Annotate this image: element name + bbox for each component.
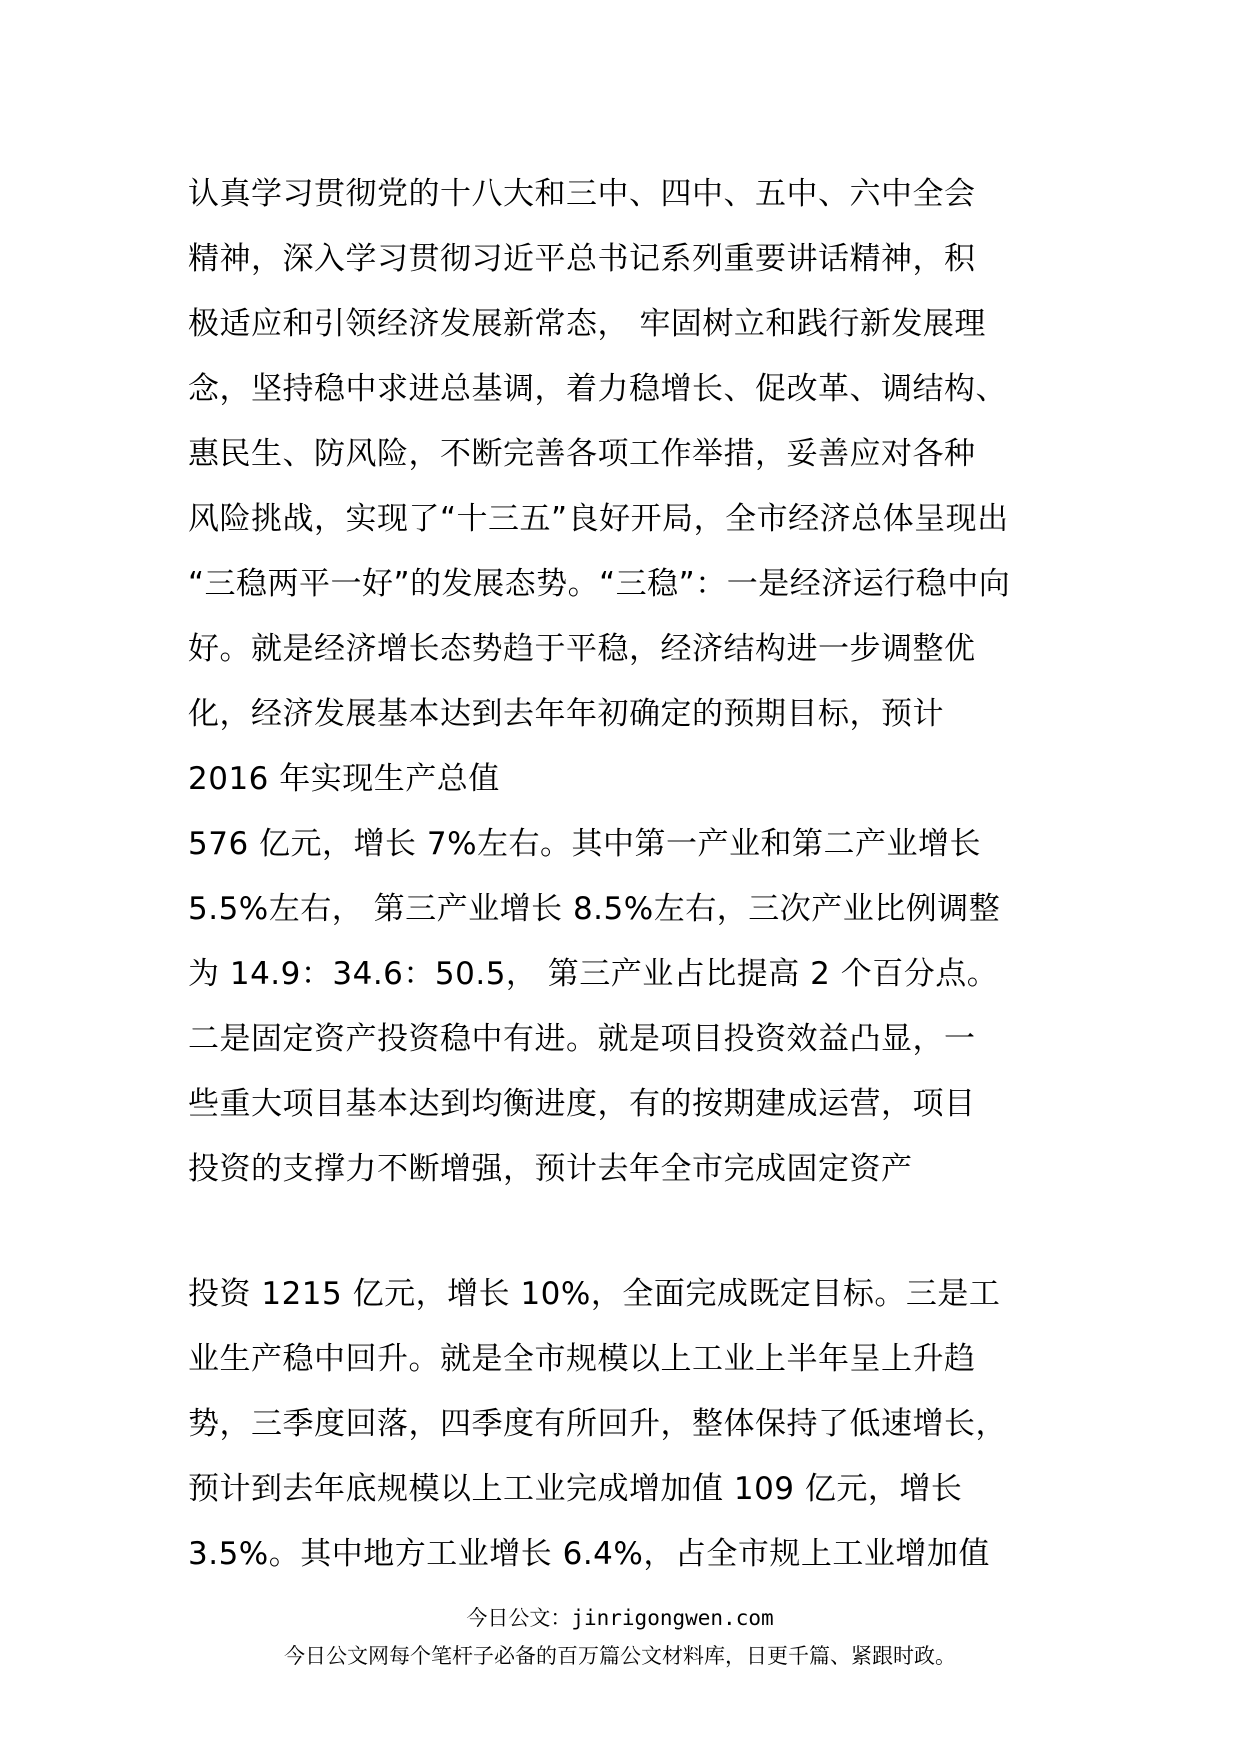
footer-slogan: 今日公文网每个笔杆子必备的百万篇公文材料库，日更千篇、紧跟时政。 [284, 1644, 956, 1668]
text-line: 好。就是经济增长态势趋于平稳，经济结构进一步调整优 [188, 631, 976, 667]
text-line: 极适应和引领经济发展新常态， 牢固树立和践行新发展理 [188, 306, 986, 342]
text-line: 预计到去年底规模以上工业完成增加值 109 亿元，增长 [188, 1471, 963, 1507]
footer-site-link[interactable]: jinrigongwen.com [571, 1606, 774, 1630]
text-line: 势，三季度回落，四季度有所回升，整体保持了低速增长， [188, 1406, 1007, 1442]
text-line: 2016 年实现生产总值 [188, 761, 500, 797]
text-line: 5.5%左右， 第三产业增长 8.5%左右，三次产业比例调整 [188, 891, 1001, 927]
text-line: 化，经济发展基本达到去年年初确定的预期目标，预计 [188, 696, 944, 732]
text-line: 些重大项目基本达到均衡进度，有的按期建成运营，项目 [188, 1086, 976, 1122]
text-line: “三稳两平一好”的发展态势。“三稳”：一是经济运行稳中向 [188, 566, 1011, 602]
text-line: 惠民生、防风险，不断完善各项工作举措，妥善应对各种 [188, 436, 976, 472]
document-body [188, 162, 1068, 1587]
text-line: 业生产稳中回升。就是全市规模以上工业上半年呈上升趋 [188, 1341, 976, 1377]
text-line: 投资的支撑力不断增强，预计去年全市完成固定资产 [188, 1151, 913, 1187]
text-line: 二是固定资产投资稳中有进。就是项目投资效益凸显，一 [188, 1021, 976, 1057]
paragraph-gap [188, 1202, 1068, 1262]
text-line: 3.5%。其中地方工业增长 6.4%，占全市规上工业增加值 [188, 1536, 990, 1572]
text-line: 风险挑战，实现了“十三五”良好开局，全市经济总体呈现出 [188, 501, 1009, 537]
text-line: 为 14.9：34.6：50.5， 第三产业占比提高 2 个百分点。 [188, 956, 999, 992]
text-line: 认真学习贯彻党的十八大和三中、四中、五中、六中全会 [188, 176, 976, 212]
text-line: 投资 1215 亿元，增长 10%，全面完成既定目标。三是工 [188, 1276, 1001, 1312]
text-line: 精神，深入学习贯彻习近平总书记系列重要讲话精神，积 [188, 241, 976, 277]
footer-site-label: 今日公文： [466, 1606, 572, 1630]
text-line: 576 亿元，增长 7%左右。其中第一产业和第二产业增长 [188, 826, 982, 862]
footer-site-line [0, 1602, 1240, 1632]
text-line: 念，坚持稳中求进总基调，着力稳增长、促改革、调结构、 [188, 371, 1007, 407]
